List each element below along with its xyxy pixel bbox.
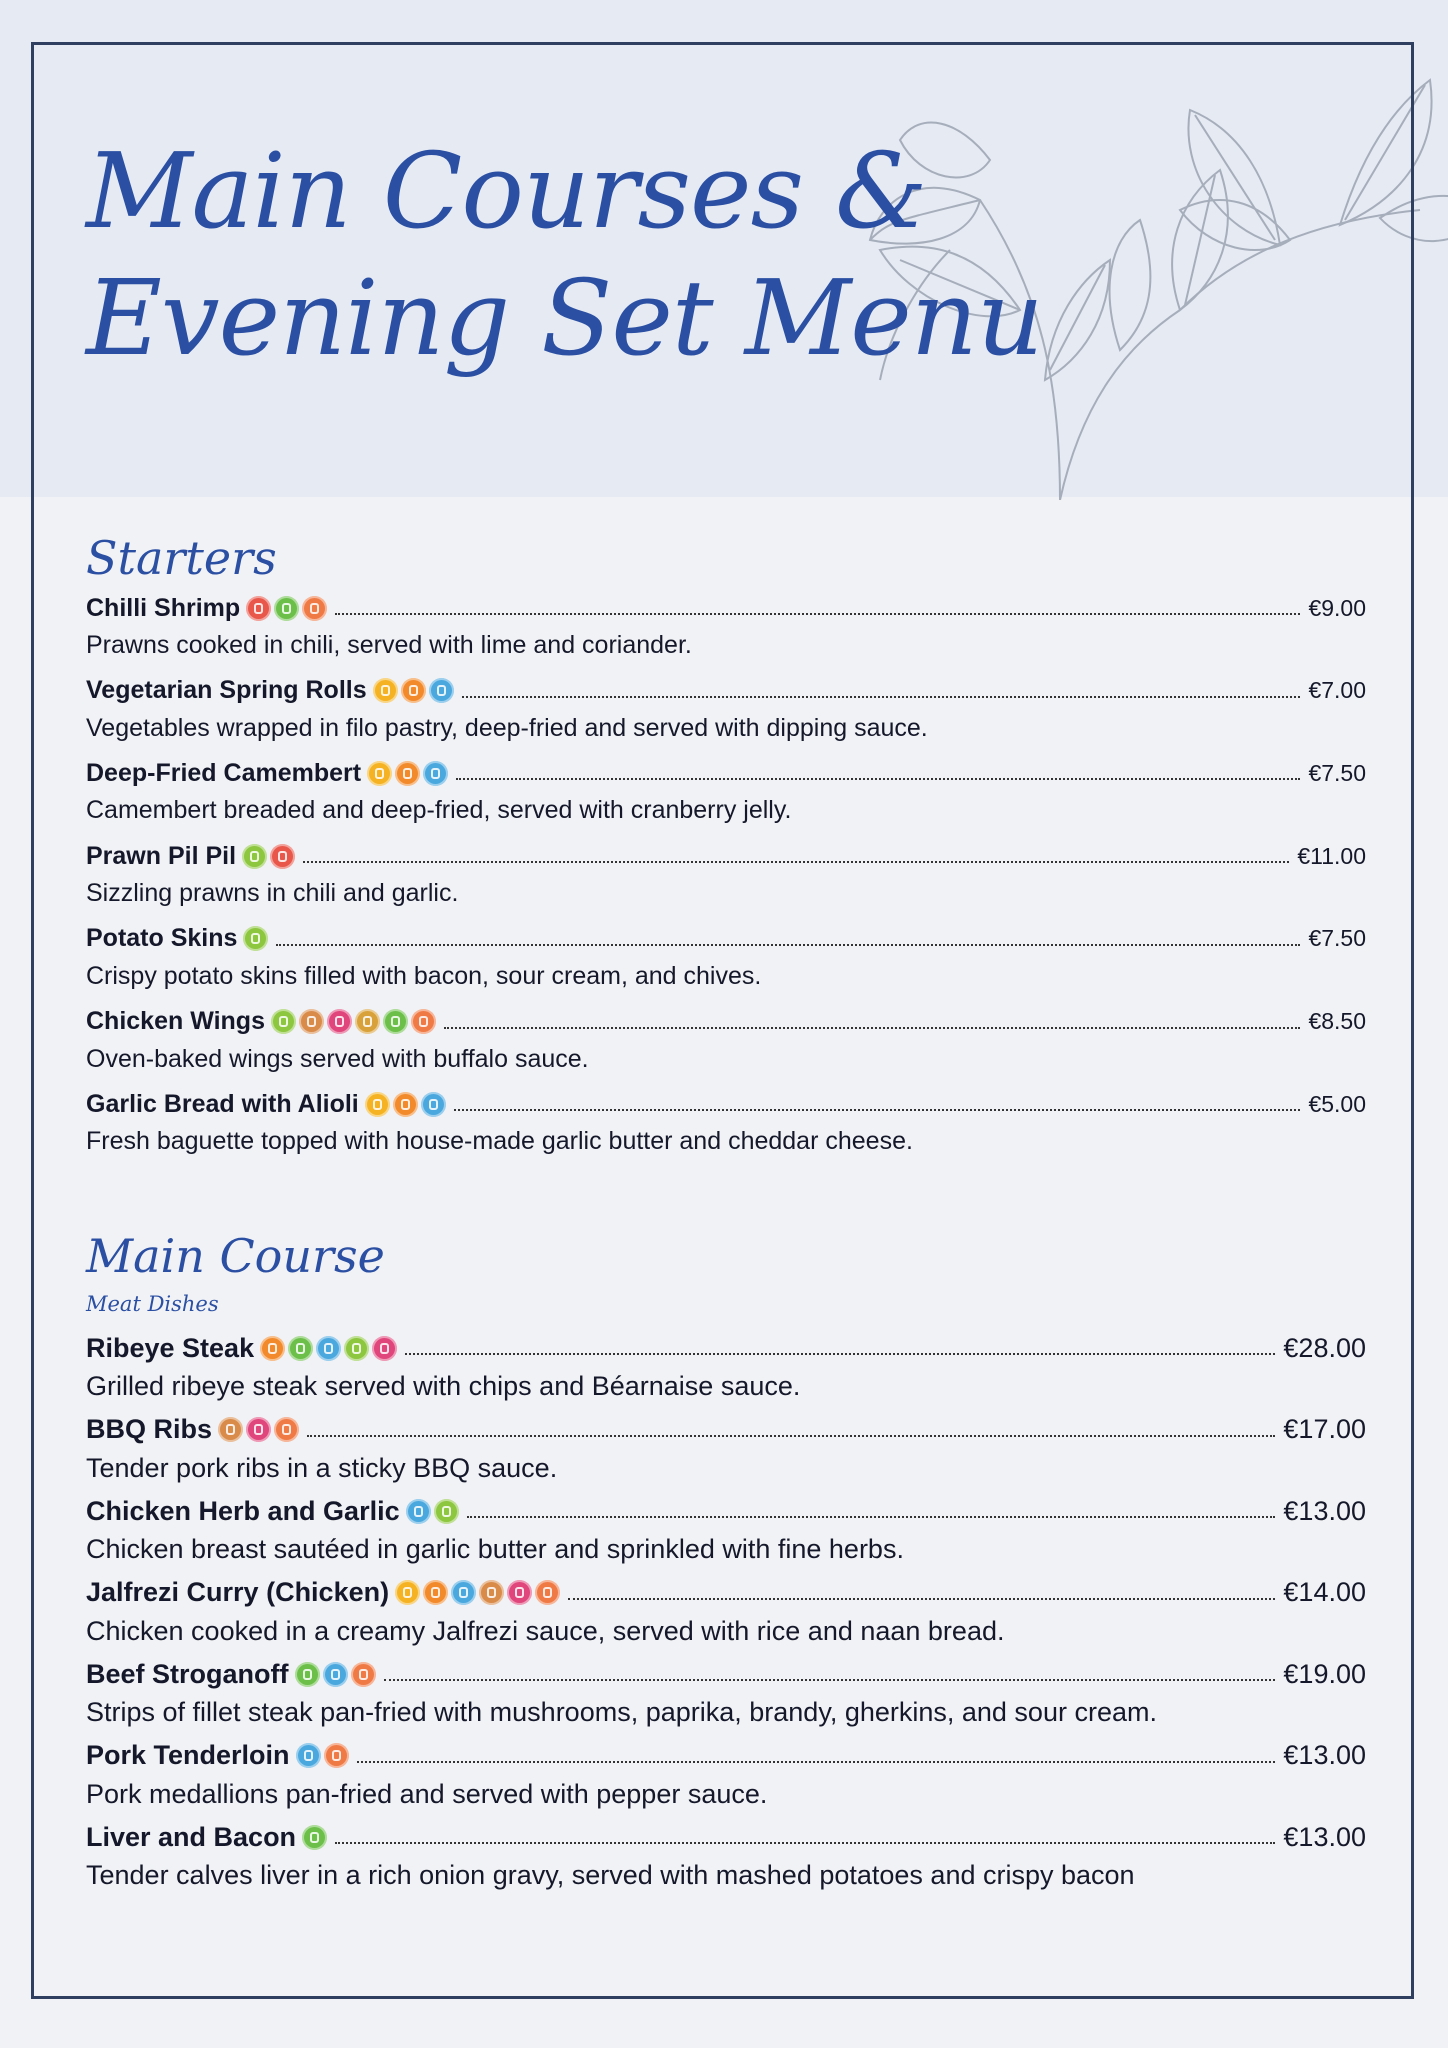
allergen-icons	[296, 1743, 349, 1768]
allergen-icon	[242, 844, 267, 869]
dot-leader	[307, 1435, 1275, 1437]
allergen-icon	[355, 1009, 380, 1034]
menu-item-row	[86, 753, 1366, 793]
allergen-icon	[324, 1743, 349, 1768]
allergen-icons	[367, 761, 448, 786]
dot-leader	[357, 1761, 1276, 1763]
menu-item-price: €8.50	[1308, 1008, 1366, 1034]
allergen-icon	[323, 1662, 348, 1687]
allergen-icon	[274, 1417, 299, 1442]
main-course-heading: Main Course	[86, 1229, 385, 1283]
menu-item-name: Pork Tenderloin	[86, 1740, 290, 1770]
allergen-icons	[271, 1009, 436, 1034]
dot-leader	[303, 861, 1289, 863]
menu-item-name: Deep-Fried Camembert	[86, 758, 362, 787]
allergen-icon	[302, 596, 327, 621]
menu-item-description: Tender pork ribs in a sticky BBQ sauce.	[86, 1452, 558, 1483]
title-line-1: Main Courses &	[86, 130, 927, 252]
allergen-icon	[344, 1336, 369, 1361]
dot-leader	[462, 696, 1301, 698]
menu-item-description: Strips of fillet steak pan-fried with mushrooms, paprika, brandy, gherkins, and sour cream.	[86, 1697, 1157, 1727]
menu-item-name: Vegetarian Spring Rolls	[86, 676, 367, 705]
menu-item-price: €5.00	[1308, 1090, 1366, 1117]
allergen-icons	[373, 678, 454, 703]
allergen-icon	[302, 1825, 327, 1850]
allergen-icon	[429, 678, 454, 703]
menu-item-price: €7.50	[1308, 925, 1366, 952]
allergen-icon	[411, 1009, 436, 1034]
menu-item-name: Chicken Wings	[86, 1007, 265, 1035]
allergen-icon	[423, 761, 448, 786]
menu-item-name: Garlic Bread with Alioli	[86, 1089, 359, 1118]
allergen-icons	[242, 844, 295, 869]
menu-item-price: €13.00	[1283, 1495, 1366, 1526]
allergen-icon	[401, 678, 426, 703]
dot-leader	[335, 613, 1300, 615]
menu-item-price: €13.00	[1283, 1821, 1366, 1852]
menu-item-description: Crispy potato skins filled with bacon, sour cream, and chives.	[86, 961, 762, 990]
menu-item-row	[86, 588, 1366, 628]
menu-item-row	[86, 1736, 1366, 1776]
menu-item-row	[86, 1654, 1366, 1694]
allergen-icon	[395, 761, 420, 786]
menu-item-row	[86, 1002, 1366, 1042]
allergen-icons	[295, 1662, 376, 1687]
menu-item-price: €11.00	[1297, 842, 1366, 869]
allergen-icon	[434, 1499, 459, 1524]
menu-item-name: Chilli Shrimp	[86, 593, 241, 622]
allergen-icons	[406, 1499, 459, 1524]
menu-item-row	[86, 1410, 1366, 1450]
menu-item-row	[86, 1328, 1366, 1368]
allergen-icons	[246, 596, 327, 621]
allergen-icon	[451, 1580, 476, 1605]
menu-item-description: Camembert breaded and deep-fried, served with cranberry jelly.	[86, 796, 792, 825]
menu-item-row	[86, 919, 1366, 959]
allergen-icon	[288, 1336, 313, 1361]
allergen-icons	[218, 1417, 299, 1442]
allergen-icon	[395, 1580, 420, 1605]
allergen-icon	[393, 1092, 418, 1117]
allergen-icon	[406, 1499, 431, 1524]
title-line-2: Evening Set Menu	[86, 256, 1043, 379]
allergen-icon	[270, 844, 295, 869]
menu-item-price: €17.00	[1283, 1414, 1366, 1444]
allergen-icon	[383, 1009, 408, 1034]
allergen-icon	[295, 1662, 320, 1687]
menu-item-description: Vegetables wrapped in filo pastry, deep-fried and served with dipping sauce.	[86, 713, 928, 742]
menu-item-price: €7.50	[1308, 759, 1366, 786]
menu-item-row	[86, 1491, 1366, 1531]
allergen-icon	[246, 1417, 271, 1442]
menu-item-name: Chicken Herb and Garlic	[86, 1495, 400, 1526]
allergen-icon	[367, 761, 392, 786]
menu-item-price: €19.00	[1283, 1658, 1366, 1689]
menu-item-description: Sizzling prawns in chili and garlic.	[86, 879, 459, 908]
allergen-icon	[373, 678, 398, 703]
allergen-icon	[299, 1009, 324, 1034]
menu-item-row	[86, 1573, 1366, 1613]
allergen-icon	[421, 1092, 446, 1117]
allergen-icon	[372, 1336, 397, 1361]
dot-leader	[276, 944, 1300, 946]
menu-item-description: Prawns cooked in chili, served with lime and coriander.	[86, 631, 692, 659]
allergen-icon	[274, 596, 299, 621]
allergen-icons	[365, 1092, 446, 1117]
allergen-icon	[316, 1336, 341, 1361]
menu-item-price: €7.00	[1308, 677, 1366, 704]
menu-item-price: €9.00	[1308, 594, 1366, 621]
menu-item-row	[86, 671, 1366, 711]
dot-leader	[444, 1027, 1300, 1029]
dot-leader	[335, 1842, 1275, 1844]
allergen-icon	[423, 1580, 448, 1605]
starters-heading: Starters	[86, 531, 277, 585]
menu-item-name: Prawn Pil Pil	[86, 841, 237, 870]
allergen-icons	[302, 1825, 327, 1850]
meat-dishes-subheading: Meat Dishes	[86, 1292, 219, 1316]
allergen-icons	[395, 1580, 560, 1605]
menu-item-name: Beef Stroganoff	[86, 1658, 289, 1689]
dot-leader	[568, 1598, 1275, 1600]
allergen-icon	[479, 1580, 504, 1605]
menu-item-description: Chicken cooked in a creamy Jalfrezi sauce, served with rice and naan bread.	[86, 1615, 1005, 1646]
menu-item-name: BBQ Ribs	[86, 1414, 213, 1444]
allergen-icon	[351, 1662, 376, 1687]
menu-item-name: Liver and Bacon	[86, 1821, 297, 1852]
menu-item-row	[86, 1084, 1366, 1124]
menu-item-description: Pork medallions pan-fried and served with pepper sauce.	[86, 1778, 768, 1809]
allergen-icon	[535, 1580, 560, 1605]
dot-leader	[467, 1516, 1276, 1518]
menu-item-description: Chicken breast sautéed in garlic butter and sprinkled with fine herbs.	[86, 1534, 904, 1564]
menu-title	[86, 128, 1043, 382]
allergen-icon	[271, 1009, 296, 1034]
allergen-icon	[218, 1417, 243, 1442]
allergen-icon	[327, 1009, 352, 1034]
allergen-icons	[260, 1336, 397, 1361]
menu-item-name: Ribeye Steak	[86, 1332, 255, 1363]
dot-leader	[456, 778, 1300, 780]
menu-item-description: Fresh baguette topped with house-made garlic butter and cheddar cheese.	[86, 1127, 913, 1156]
allergen-icon	[260, 1336, 285, 1361]
menu-item-price: €13.00	[1283, 1740, 1366, 1770]
dot-leader	[384, 1679, 1276, 1681]
menu-item-row	[86, 1817, 1366, 1857]
allergen-icons	[243, 926, 268, 951]
allergen-icon	[507, 1580, 532, 1605]
menu-item-price: €28.00	[1283, 1332, 1366, 1363]
dot-leader	[454, 1109, 1301, 1111]
menu-item-name: Jalfrezi Curry (Chicken)	[86, 1577, 390, 1607]
allergen-icon	[243, 926, 268, 951]
menu-item-name: Potato Skins	[86, 924, 238, 953]
allergen-icon	[296, 1743, 321, 1768]
menu-item-description: Tender calves liver in a rich onion gravy, served with mashed potatoes and crispy bacon	[86, 1860, 1135, 1890]
menu-item-price: €14.00	[1283, 1577, 1366, 1607]
allergen-icon	[365, 1092, 390, 1117]
menu-item-row	[86, 836, 1366, 876]
allergen-icon	[246, 596, 271, 621]
menu-item-description: Oven-baked wings served with buffalo sauce.	[86, 1044, 589, 1073]
dot-leader	[405, 1353, 1275, 1355]
menu-item-description: Grilled ribeye steak served with chips and Béarnaise sauce.	[86, 1371, 801, 1401]
